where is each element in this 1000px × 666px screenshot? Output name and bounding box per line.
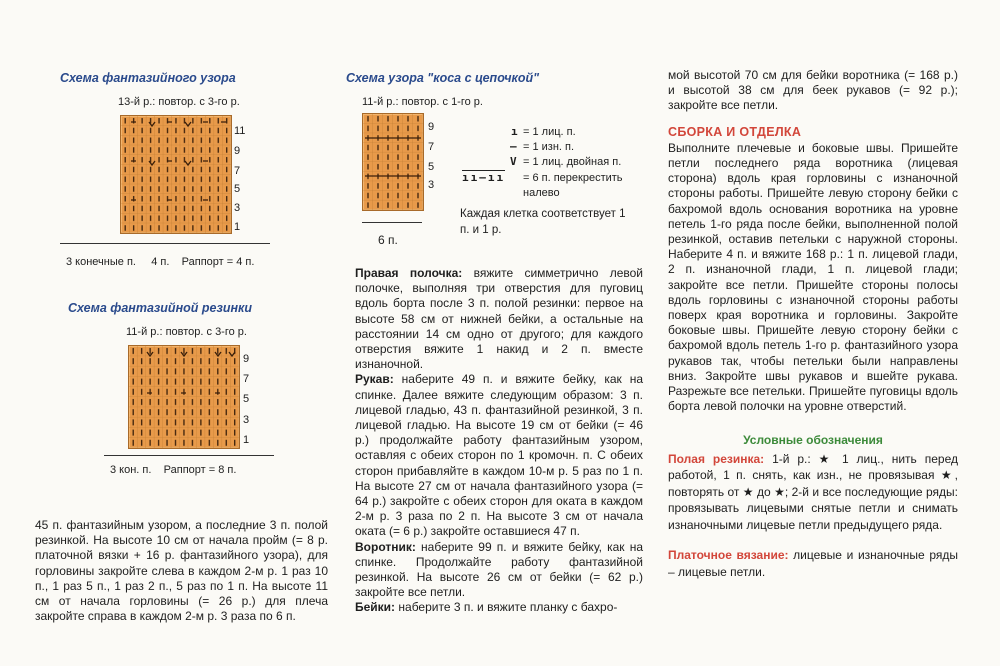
fancy-rib-bottom-labels: 3 кон. п. Раппорт = 8 п.	[110, 464, 237, 476]
row-number: 5	[243, 393, 250, 405]
row-number: 7	[428, 141, 435, 153]
trims-heading: Бейки:	[355, 600, 396, 615]
row-number: 9	[428, 121, 435, 133]
hollow-rib-paragraph	[668, 451, 958, 534]
knit-symbol: ı	[511, 125, 518, 138]
row-number: 1	[243, 434, 250, 446]
row-number: 5	[428, 161, 435, 173]
purl-symbol: –	[510, 140, 517, 153]
row-number: 3	[234, 202, 241, 214]
trims-paragraph	[355, 600, 643, 615]
row-number: 9	[234, 145, 241, 157]
row-number: 3	[243, 414, 250, 426]
legend-double-knit: = 1 лиц. двойная п.	[523, 156, 622, 168]
legend-knit: = 1 лиц. п.	[523, 126, 576, 138]
schema-fancy-rib-title: Схема фантазийной резинки	[68, 301, 252, 315]
right-front-text: вяжите симметрично левой полочке, выполняя три отверстия для пуговиц вдоль борта после 3 п. полой резинки: первое на высоте 58 см от нижней бейки, а остальные на расстоянии 14 см одно от другого; для каждого отверстия вяжите 1 накид и 2 п. вместе изнаночной.	[355, 266, 643, 372]
sleeve-text: наберите 49 п. и вяжите бейку, как на спинке. Далее вяжите следующим образом: 3 п. лицевой гладью, 43 п. фантазийной резинкой, 3 п. лицевой гладью. На высоте 19 см от бейки (= 46 р.) продолжайте работу фантазийным узором, оставляя с обеих сторон по 1 кромочн. п. С обеих сторон прибавляйте в каждом 10-м р. 5 раз по 1 п. На высоте 27 см от начала фантазийного узора (= 64 р.) закройте с обеих сторон для оката в каждом 2-м р. 3 раза по 2 п. На высоте 3 см от начала оката (= 6 р.) закройте оставшиеся 47 п.	[355, 372, 643, 539]
sleeve-heading: Рукав:	[355, 372, 394, 387]
right-front-paragraph	[355, 266, 643, 372]
row-number: 7	[234, 165, 241, 177]
right-column-text	[668, 68, 958, 580]
schema-fancy-pattern-title: Схема фантазийного узора	[60, 71, 236, 85]
assembly-title: СБОРКА И ОТДЕЛКА	[668, 124, 802, 139]
legend-purl: = 1 изн. п.	[523, 141, 575, 153]
sleeve-paragraph	[355, 372, 643, 539]
schema-cable-repeat: 11-й р.: повтор. с 1-го р.	[362, 96, 483, 108]
schema-fancy-rib-repeat: 11-й р.: повтор. с 3-го р.	[126, 326, 247, 338]
fancy-rib-chart	[128, 345, 240, 449]
cable-dimension-line	[362, 222, 422, 223]
fancy-pattern-bottom-labels: 3 конечные п. 4 п. Раппорт = 4 п.	[66, 256, 255, 268]
fancy-rib-dimension-line	[104, 455, 274, 456]
cable-cross-symbol: ıı–ıı	[462, 171, 506, 184]
row-number: 7	[243, 373, 250, 385]
trims-continued: мой высотой 70 см для бейки воротника (= 168 р.) и высотой 38 см для беек рукавов (= 92 р.); закройте все петли.	[668, 68, 958, 113]
fancy-pattern-chart	[120, 115, 232, 234]
hollow-rib-heading: Полая резинка:	[668, 451, 765, 466]
cell-note: Каждая клетка соответствует 1 п. и 1 р.	[460, 208, 626, 236]
middle-column-text	[355, 266, 643, 616]
cable-pattern-chart	[362, 113, 424, 211]
collar-text: наберите 99 п. и вяжите бейку, как на спинке. Продолжайте работу фантазийной резинкой. На высоте 26 см от бейки (= 62 р.) закройте все петли.	[355, 539, 643, 600]
double-knit-symbol: V	[510, 155, 517, 168]
trims-text: наберите 3 п. и вяжите планку с бахро-	[395, 600, 618, 615]
row-number: 9	[243, 353, 250, 365]
row-number: 11	[234, 125, 246, 137]
paragraph: 45 п. фантазийным узором, а последние 3 п. полой резинкой. На высоте 10 см от начала пройм (= 8 р. платочной вязки + 16 р. фантазийного узора), для горловины закройте слева в каждом 2-м р. 1 раз 10 п., 1 раз 5 п., 1 раз 2 п., 5 раз по 1 п. На высоте 11 см от начала горловины (= 26 р.) для плеча закройте справа в каждом 2-м р. 3 раза по 6 п.	[35, 518, 328, 624]
garter-text: лицевые и изнаночные ряды – лицевые петли.	[668, 548, 958, 579]
collar-paragraph	[355, 540, 643, 601]
cable-width-label: 6 п.	[378, 233, 398, 247]
collar-heading: Воротник:	[355, 539, 416, 554]
legend-title: Условные обозначения	[743, 433, 883, 448]
fancy-pattern-dimension-line	[60, 243, 270, 244]
schema-fancy-pattern-repeat: 13-й р.: повтор. с 3-го р.	[118, 96, 240, 108]
right-front-heading: Правая полочка:	[355, 266, 463, 280]
garter-heading: Платочное вязание:	[668, 548, 789, 563]
schema-cable-title: Схема узора "коса с цепочкой"	[346, 71, 540, 85]
garter-paragraph	[668, 547, 958, 580]
left-column-text	[35, 518, 328, 624]
row-number: 3	[428, 179, 435, 191]
assembly-text: Выполните плечевые и боковые швы. Пришейте петли последнего ряда воротника (лицевая сторона) вдоль края горловины с изнаночной стороны работы. Пришейте левую сторону бейки с бахромой вдоль основания воротника на уровне петель 1-го ряда после бейки, выполненной полой резинкой, оставив петельки с наружной стороны. Наберите 4 п. и вяжите 168 р.: 1 п. лицевой глади, 2 п. изнаночной глади, 1 п. лицевой глади; закройте все петли. Пришейте стороны полосы вдоль горловины с изнаночной стороны работы поверх края воротника и горловины. Закройте боковые швы. Пришейте левую сторону бейки с бахромой вдоль петель 1-го р. фантазийного узора рукавов так, чтобы петельки были направлены вниз. Закройте швы рукавов и вшейте рукава. Разрежьте все петельки. Пришейте пуговицы вдоль борта левой полочки на уровне отверстий.	[668, 140, 958, 414]
row-number: 1	[234, 221, 241, 233]
row-number: 5	[234, 183, 241, 195]
legend-cable-cross: = 6 п. перекрестить налево	[523, 172, 623, 199]
hollow-rib-text: 1-й р.: ★ 1 лиц., нить перед работой, 1 п. снять, как изн., не провязывая ★, повторять от ★ до ★; 2-й и все последующие ряды: провязывать лицевыми снятые петли и снимать изнаночными лицевые петли предыдущего ряда.	[668, 451, 958, 532]
